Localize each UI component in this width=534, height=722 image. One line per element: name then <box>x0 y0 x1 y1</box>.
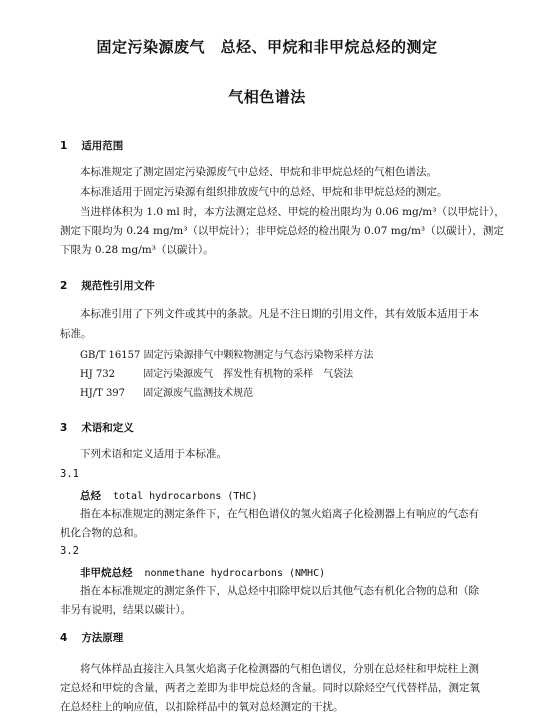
section-3-heading <box>60 420 134 435</box>
definition: 指在本标准规定的测定条件下，在气相色谱仪的氢火焰离子化检测器上有响应的气态有 <box>80 508 479 520</box>
reference-item <box>80 384 253 399</box>
paragraph: 定总烃和甲烷的含量，两者之差即为非甲烷总烃的含量。同时以除烃空气代替样品，测定氧 <box>60 682 480 694</box>
paragraph: 当进样体积为 1.0 ml 时，本方法测定总烃、甲烷的检出限均为 0.06 mg/m³（以甲烷计）， <box>80 206 505 218</box>
term-chinese: 非甲烷总烃 <box>80 567 133 579</box>
paragraph: 本标准规定了测定固定污染源废气中总烃、甲烷和非甲烷总烃的气相色谱法。 <box>80 166 437 178</box>
term-entry <box>80 488 258 503</box>
clause-number: 3.1 <box>60 468 79 480</box>
paragraph: 下列术语和定义适用于本标准。 <box>80 448 227 460</box>
paragraph: 标准。 <box>60 328 92 340</box>
reference-item <box>80 365 353 380</box>
section-number: 3 <box>60 422 68 434</box>
definition: 非另有说明，结果以碳计）。 <box>60 604 192 616</box>
paragraph: 将气体样品直接注入具氢火焰离子化检测器的气相色谱仪，分别在总烃柱和甲烷柱上测 <box>80 663 479 675</box>
section-4-heading <box>60 630 123 645</box>
term-english: total hydrocarbons (THC) <box>113 491 258 502</box>
reference-item <box>80 346 374 361</box>
document-title: 固定污染源废气 总烃、甲烷和非甲烷总烃的测定 <box>96 38 438 56</box>
clause-number: 3.2 <box>60 545 79 557</box>
paragraph: 测定下限均为 0.24 mg/m³（以甲烷计）；非甲烷总烃的检出限为 0.07 mg/m³（以碳计），测定 <box>60 225 504 237</box>
section-title: 术语和定义 <box>81 422 134 434</box>
reference-code: HJ/T 397 <box>80 388 126 399</box>
reference-title: 固定污染源废气 挥发性有机物的采样 气袋法 <box>143 369 354 380</box>
paragraph: 在总烃柱上的响应值，以扣除样品中的氧对总烃测定的干扰。 <box>60 701 344 713</box>
section-title: 方法原理 <box>81 632 124 644</box>
section-1-heading <box>60 138 123 153</box>
section-number: 2 <box>60 280 68 292</box>
term-chinese: 总烃 <box>80 490 101 502</box>
reference-code: HJ 732 <box>80 369 115 380</box>
reference-code: GB/T 16157 <box>80 350 141 361</box>
term-english: nonmethane hydrocarbons (NMHC) <box>144 568 326 579</box>
reference-title: 固定污染源排气中颗粒物测定与气态污染物采样方法 <box>143 350 374 361</box>
paragraph: 本标准引用了下列文件或其中的条款。凡是不注日期的引用文件，其有效版本适用于本 <box>80 308 479 320</box>
term-entry <box>80 565 325 580</box>
section-number: 1 <box>60 140 68 152</box>
paragraph: 本标准适用于固定污染源有组织排放废气中的总烃、甲烷和非甲烷总烃的测定。 <box>80 186 448 198</box>
definition: 机化合物的总和。 <box>60 527 144 539</box>
section-2-heading <box>60 278 155 293</box>
document-subtitle: 气相色谱法 <box>228 88 306 106</box>
paragraph: 下限为 0.28 mg/m³（以碳计）。 <box>60 244 214 256</box>
section-title: 适用范围 <box>81 140 124 152</box>
reference-title: 固定源废气监测技术规范 <box>143 388 254 399</box>
section-number: 4 <box>60 632 68 644</box>
definition: 指在本标准规定的测定条件下，从总烃中扣除甲烷以后其他气态有机化合物的总和（除 <box>80 585 479 597</box>
section-title: 规范性引用文件 <box>81 280 155 292</box>
